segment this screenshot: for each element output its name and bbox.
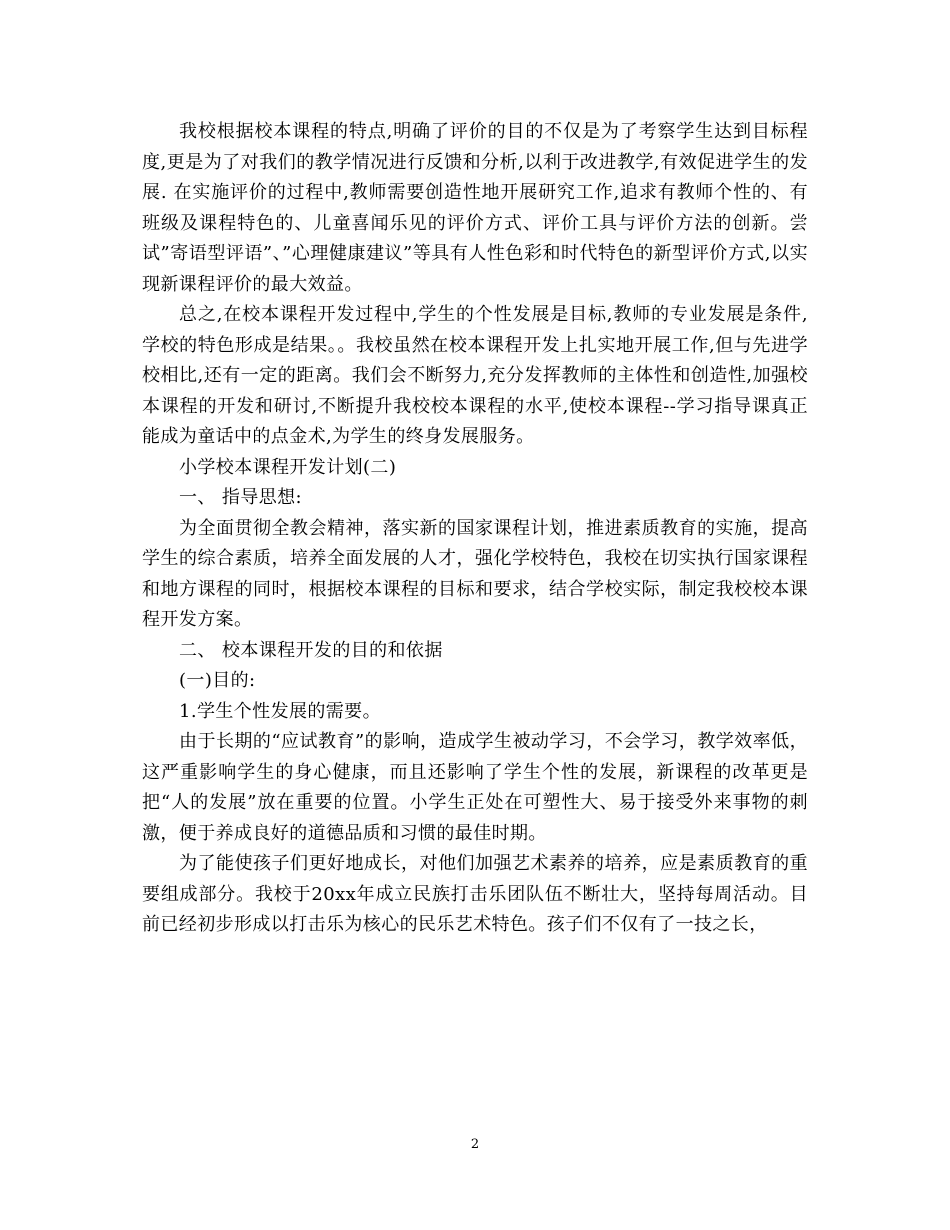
heading-guiding-thought: 一、 指导思想: <box>179 487 302 508</box>
page-number: 2 <box>470 1137 480 1152</box>
paragraph-art-literacy: 为了能使孩子们更好地成长，对他们加强艺术素养的培养，应是素质教育的重要组成部分。我校于20xx年成立民族打击乐团队伍不断壮大，坚持每周活动。目前已经初步形成以打击乐为核心的民乐艺术特色。孩子们不仅有了一技之长， <box>142 853 808 935</box>
paragraph-evaluation: 我校根据校本课程的特点,明确了评价的目的不仅是为了考察学生达到目标程度,更是为了对我们的教学情况进行反馈和分析,以利于改进教学,有效促进学生的发展. 在实施评价的过程中,教师需要创造性地开展研究工作,追求有教师个性的、有班级及课程特色的、儿童喜闻乐见的评价方式、评价工具与评价方法的创新。尝试”寄语型评语”、”心理健康建议”等具有人性色彩和时代特色的新型评价方式,以实现新课程评价的最大效益。 <box>142 121 808 295</box>
paragraph-summary: 总之,在校本课程开发过程中,学生的个性发展是目标,教师的专业发展是条件,学校的特色形成是结果。。我校虽然在校本课程开发上扎实地开展工作,但与先进学校相比,还有一定的距离。我们会不断努力,充分发挥教师的主体性和创造性,加强校本课程的开发和研讨,不断提升我校校本课程的水平,使校本课程--学习指导课真正能成为童话中的点金术,为学生的终身发展服务。 <box>142 304 808 447</box>
section-title: 小学校本课程开发计划(二) <box>179 456 397 478</box>
heading-purpose: (一)目的: <box>179 670 256 691</box>
document-body <box>142 117 808 941</box>
heading-purpose-basis: 二、 校本课程开发的目的和依据 <box>179 639 443 661</box>
paragraph-exam-education: 由于长期的“应试教育”的影响，造成学生被动学习，不会学习，教学效率低，这严重影响学生的身心健康，而且还影响了学生个性的发展，新课程的改革更是把“人的发展”放在重要的位置。小学生正处在可塑性大、易于接受外来事物的刺激，便于养成良好的道德品质和习惯的最佳时期。 <box>142 731 808 844</box>
paragraph-guiding-thought: 为全面贯彻全教会精神，落实新的国家课程计划，推进素质教育的实施，提高学生的综合素质，培养全面发展的人才，强化学校特色，我校在切实执行国家课程和地方课程的同时，根据校本课程的目标和要求，结合学校实际，制定我校校本课程开发方案。 <box>142 517 808 630</box>
heading-item-1: 1.学生个性发展的需要。 <box>179 700 381 722</box>
